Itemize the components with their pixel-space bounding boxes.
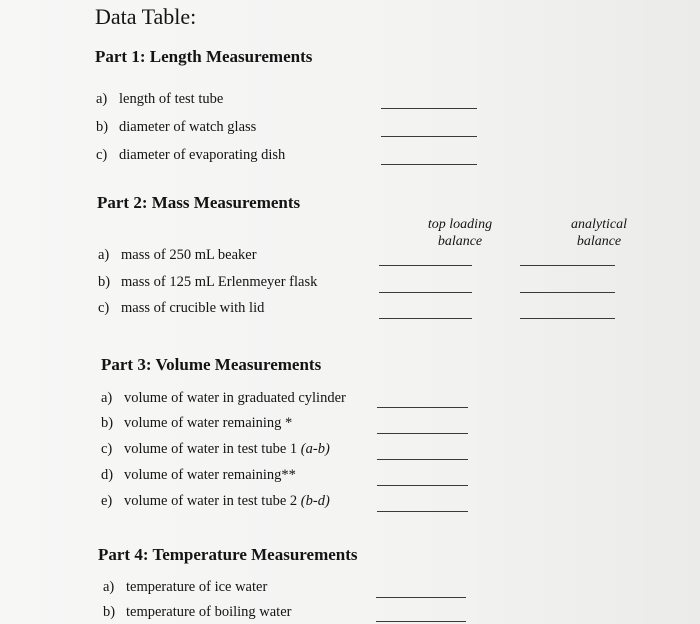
part1-heading: Part 1: Length Measurements [95, 47, 313, 66]
part2-item-b-analytical-line[interactable] [520, 292, 615, 293]
part2-item-b-top-loading-line[interactable] [379, 292, 472, 293]
part1-item-c-answer-line[interactable] [381, 164, 477, 165]
part3-item-e-main: volume of water in test tube 2 [124, 493, 301, 509]
page-title: Data Table: [95, 4, 197, 29]
part2-item-c-top-loading-line[interactable] [379, 318, 472, 319]
part3-item-b-main: volume of water remaining * [124, 415, 293, 431]
part4-item-b-letter: b) [103, 604, 116, 620]
part3-heading: Part 3: Volume Measurements [101, 355, 322, 374]
part1-item-a-text: length of test tube [119, 91, 224, 107]
part3-item-d-answer-line[interactable] [377, 485, 468, 486]
part2-item-c-analytical-line[interactable] [520, 318, 615, 319]
part2-item-a-top-loading-line[interactable] [379, 265, 472, 266]
part4-item-b-text: temperature of boiling water [126, 604, 292, 620]
part1-item-a-answer-line[interactable] [381, 108, 477, 109]
part3-item-e-answer-line[interactable] [377, 511, 468, 512]
part2-item-c-text: mass of crucible with lid [121, 300, 265, 316]
part3-item-d-text [124, 467, 296, 484]
part1-item-b-answer-line[interactable] [381, 136, 477, 137]
col1-line2: balance [437, 234, 483, 249]
col2-line1: analytical [571, 217, 627, 232]
part3-item-c-main: volume of water in test tube 1 [124, 441, 301, 457]
part3-item-e-letter: e) [101, 493, 113, 509]
part3-item-a-text [124, 390, 346, 407]
col2-line2: balance [576, 234, 622, 249]
part2-item-a-text: mass of 250 mL beaker [121, 247, 257, 263]
part3-item-d-letter: d) [101, 467, 114, 483]
part3-item-e-suffix: (b-d) [300, 493, 330, 509]
col1-line1: top loading [427, 217, 493, 232]
part3-item-b-answer-line[interactable] [377, 433, 468, 434]
part3-item-b-letter: b) [101, 415, 114, 431]
part4-item-a-answer-line[interactable] [376, 597, 466, 598]
part3-item-c-letter: c) [101, 441, 113, 457]
part3-item-a-answer-line[interactable] [377, 407, 468, 408]
part3-item-a-main: volume of water in graduated cylinder [124, 390, 346, 406]
part2-heading: Part 2: Mass Measurements [97, 193, 301, 212]
part3-item-a-letter: a) [101, 390, 113, 406]
part1-item-b-text: diameter of watch glass [119, 119, 257, 135]
part1-item-b-letter: b) [96, 119, 109, 135]
part2-item-c-letter: c) [98, 300, 110, 316]
part3-item-c-suffix: (a-b) [300, 441, 330, 457]
part4-heading: Part 4: Temperature Measurements [98, 545, 358, 564]
part3-item-c-text [124, 441, 330, 458]
part3-item-d-main: volume of water remaining** [124, 467, 296, 483]
part2-item-a-analytical-line[interactable] [520, 265, 615, 266]
part4-item-b-answer-line[interactable] [376, 621, 466, 622]
part2-item-a-letter: a) [98, 247, 110, 263]
part4-item-a-letter: a) [103, 579, 115, 595]
analytical-balance-header [549, 216, 649, 250]
part4-item-a-text: temperature of ice water [126, 579, 268, 595]
part2-item-b-text: mass of 125 mL Erlenmeyer flask [121, 274, 318, 290]
top-loading-balance-header [410, 216, 510, 250]
part3-item-e-text [124, 493, 330, 510]
part1-item-c-letter: c) [96, 147, 108, 163]
part1-item-c-text: diameter of evaporating dish [119, 147, 286, 163]
part3-item-c-answer-line[interactable] [377, 459, 468, 460]
part1-item-a-letter: a) [96, 91, 108, 107]
part3-item-b-text [124, 415, 292, 432]
part2-item-b-letter: b) [98, 274, 111, 290]
